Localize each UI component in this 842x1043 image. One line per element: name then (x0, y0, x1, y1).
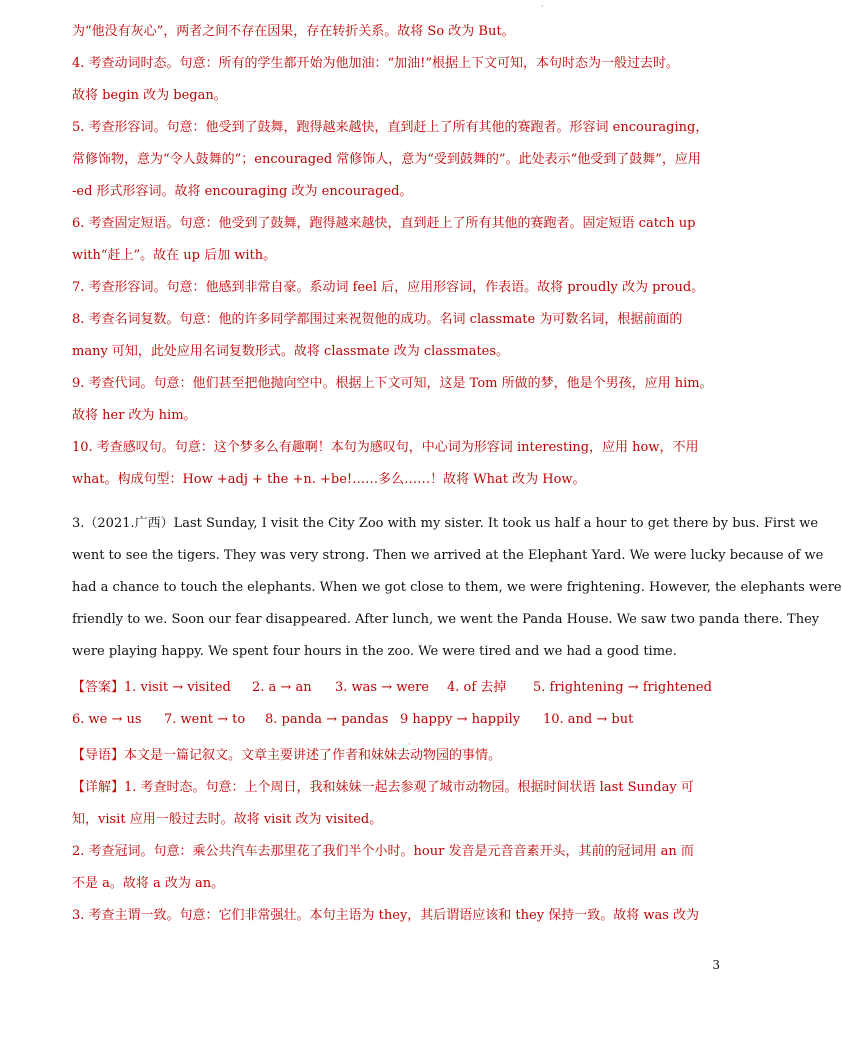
scan-dot: · (408, 740, 411, 749)
answer-item: 3. was → were (335, 680, 429, 695)
explanation-block-top (72, 16, 724, 496)
answer-item: 6. we → us (72, 712, 142, 727)
answer-item: 【答案】1. visit → visited (72, 680, 231, 695)
explanation-line: 为“他没有灰心”，两者之间不存在因果，存在转折关系。故将 So 改为 But。 (72, 24, 515, 39)
explanation-line: what。构成句型：How +adj + the +n. +be!……多么……！故将 What 改为 How。 (72, 472, 586, 487)
explanation-line: 【详解】1. 考查时态。句意：上个周日，我和妹妹一起去参观了城市动物园。根据时间状语 last Sunday 可 (72, 780, 694, 795)
passage-line: were playing happy. We spent four hours in the zoo. We were tired and we had a good time. (72, 644, 677, 659)
explanation-block-bottom (72, 740, 724, 932)
explanation-line: 3. 考查主谓一致。句意：它们非常强壮。本句主语为 they，其后谓语应该和 they 保持一致。故将 was 改为 (72, 908, 700, 923)
explanation-line: 【导语】本文是一篇记叙文。文章主要讲述了作者和妹妹去动物园的事情。 (72, 748, 502, 763)
answer-item: 7. went → to (164, 712, 246, 727)
explanation-line: 9. 考查代词。句意：他们甚至把他抛向空中。根据上下文可知，这是 Tom 所做的梦，他是个男孩，应用 him。 (72, 376, 713, 391)
explanation-line: 6. 考查固定短语。句意：他受到了鼓舞，跑得越来越快，直到赶上了所有其他的赛跑者。固定短语 catch up (72, 216, 696, 231)
answer-item: 4. of 去掉 (447, 680, 507, 695)
explanation-line: many 可知，此处应用名词复数形式。故将 classmate 改为 classmates。 (72, 344, 510, 359)
page-number: 3 (712, 958, 720, 972)
explanation-line: 不是 a。故将 a 改为 an。 (72, 876, 225, 891)
answer-row (72, 672, 724, 704)
answer-item: 10. and → but (543, 712, 634, 727)
explanation-line: -ed 形式形容词。故将 encouraging 改为 encouraged。 (72, 184, 413, 199)
answer-item: 9 happy → happily (400, 712, 521, 727)
spacer (72, 496, 724, 508)
answer-item: 8. panda → pandas (265, 712, 389, 727)
explanation-line: 4. 考查动词时态。句意：所有的学生都开始为他加油：“加油!”根据上下文可知，本句时态为一般过去时。 (72, 56, 680, 71)
question-passage (72, 508, 842, 668)
answer-row (72, 704, 724, 736)
explanation-line: 10. 考查感叹句。句意：这个梦多么有趣啊！本句为感叹句，中心词为形容词 interesting，应用 how，不用 (72, 440, 699, 455)
answer-item: 2. a → an (252, 680, 312, 695)
passage-line: 3.（2021.广西）Last Sunday, I visit the City Zoo with my sister. It took us half a hour to get there by bus. First we (72, 516, 819, 531)
explanation-line: 2. 考查冠词。句意：乘公共汽车去那里花了我们半个小时。hour 发音是元音音素开头，其前的冠词用 an 而 (72, 844, 694, 859)
explanation-line: 知，visit 应用一般过去时。故将 visit 改为 visited。 (72, 812, 383, 827)
passage-line: had a chance to touch the elephants. When we got close to them, we were frightening. However, the elephants were (72, 580, 842, 595)
explanation-line: 5. 考查形容词。句意：他受到了鼓舞，跑得越来越快，直到赶上了所有其他的赛跑者。形容词 encouraging， (72, 120, 709, 135)
explanation-line: 8. 考查名词复数。句意：他的许多同学都围过来祝贺他的成功。名词 classmate 为可数名词，根据前面的 (72, 312, 683, 327)
explanation-line: 7. 考查形容词。句意：他感到非常自豪。系动词 feel 后，应用形容词，作表语。故将 proudly 改为 proud。 (72, 280, 705, 295)
explanation-line: 常修饰物，意为“令人鼓舞的”；encouraged 常修饰人，意为“受到鼓舞的”。此处表示“他受到了鼓舞”，应用 (72, 152, 701, 167)
scan-dot: · (541, 2, 544, 11)
answer-item: 5. frightening → frightened (533, 680, 712, 695)
passage-line: friendly to we. Soon our fear disappeared. After lunch, we went the Panda House. We saw two panda there. They (72, 612, 820, 627)
explanation-line: 故将 her 改为 him。 (72, 408, 197, 423)
explanation-line: with“赶上”。故在 up 后加 with。 (72, 248, 277, 263)
passage-line: went to see the tigers. They was very strong. Then we arrived at the Elephant Yard. We were lucky because of we (72, 548, 824, 563)
explanation-line: 故将 begin 改为 began。 (72, 88, 227, 103)
